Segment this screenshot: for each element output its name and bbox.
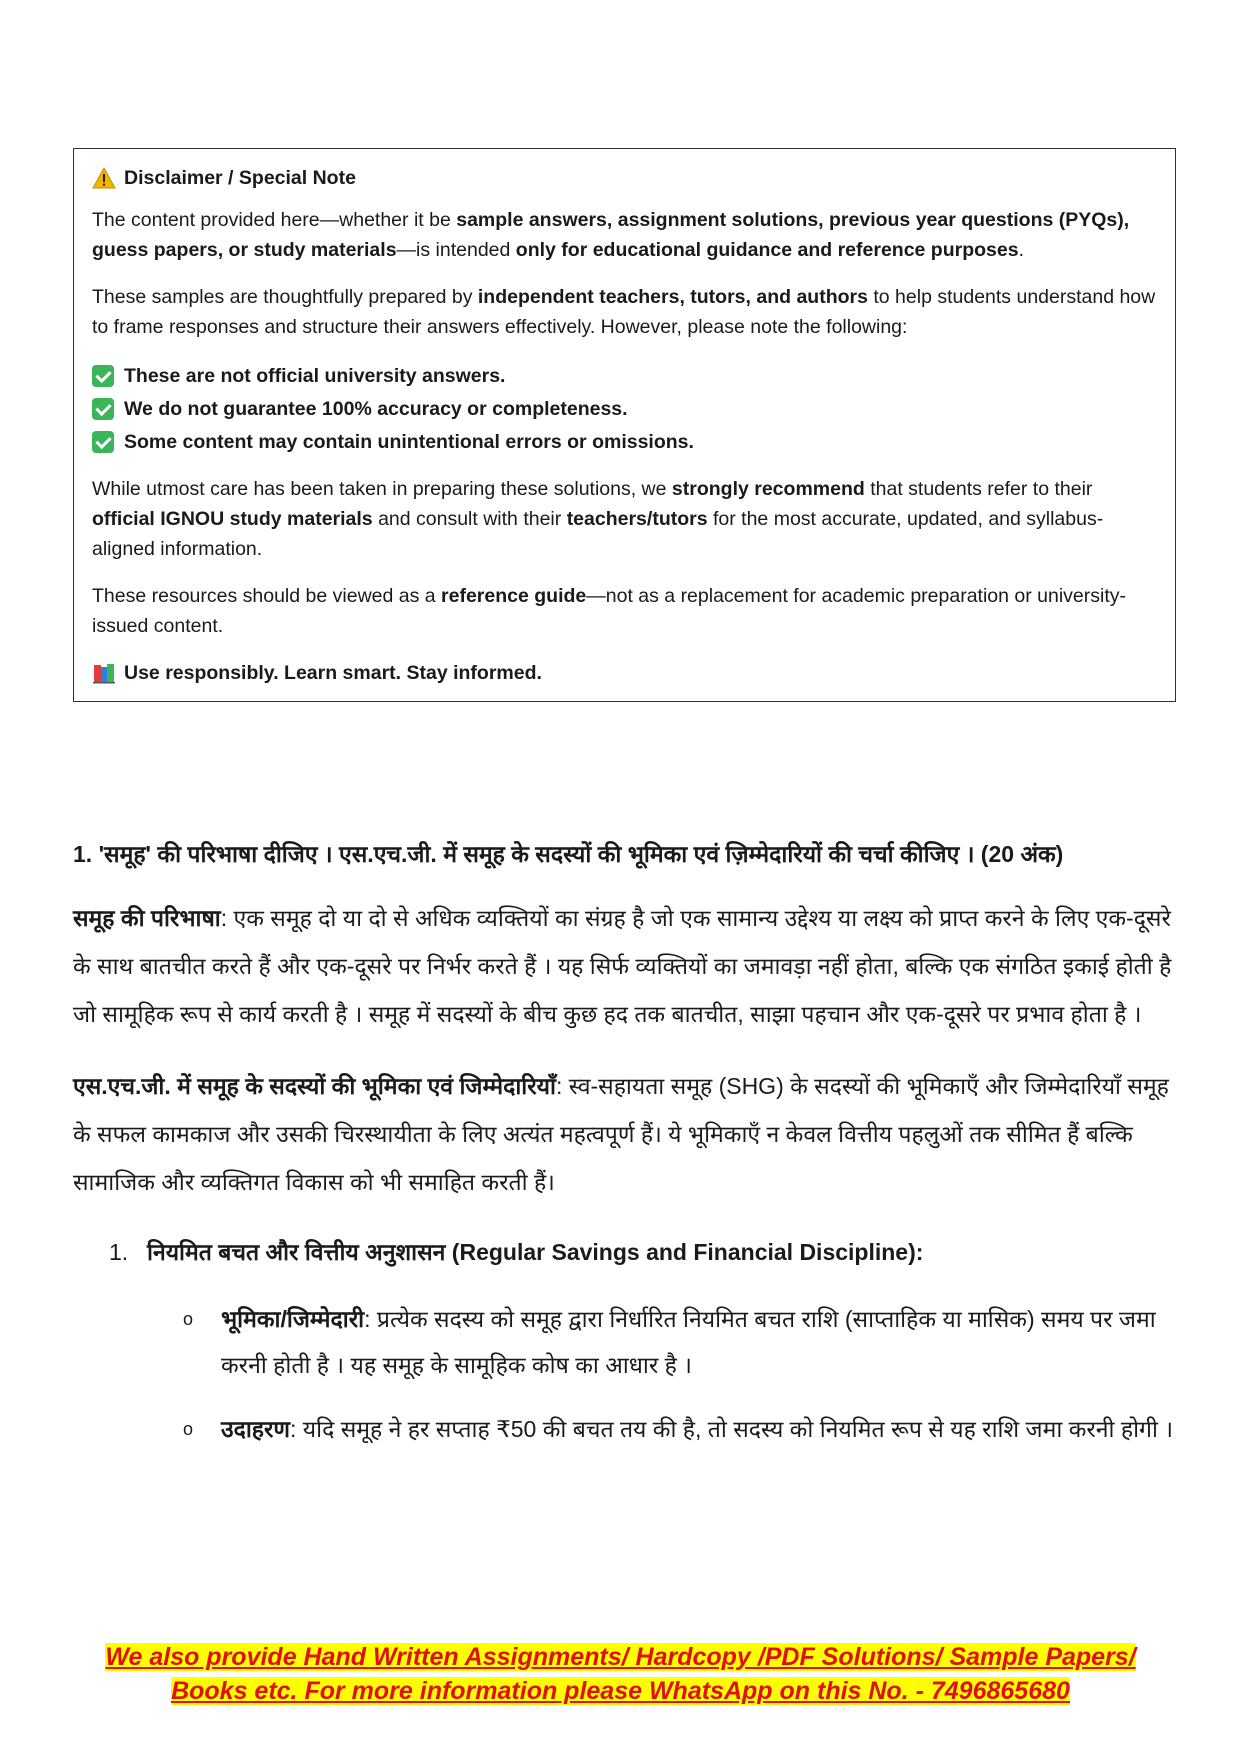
roles-paragraph: एस.एच.जी. में समूह के सदस्यों की भूमिका एवं जिम्मेदारियाँ: स्व-सहायता समूह (SHG) के सदस्यों की भूमिकाएँ और जिम्मेदारियाँ समूह के सफल कामकाज और उसकी चिरस्थायीता के लिए अत्यंत महत्वपूर्ण हैं। ये भूमिकाएँ न केवल वित्तीय पहलुओं तक सीमित हैं बल्कि सामाजिक और व्यक्तिगत विकास को भी समाहित करती हैं। xyxy=(73,1073,1169,1195)
sub-item-role: o भूमिका/जिम्मेदारी: प्रत्येक सदस्य को समूह द्वारा निर्धारित नियमित बचत राशि (साप्ताहिक या मासिक) समय पर जमा करनी होती है । यह समूह के सामूहिक कोष का आधार है । xyxy=(183,1296,1183,1388)
list-item: Some content may contain unintentional errors or omissions. xyxy=(92,425,1157,458)
check-list xyxy=(92,359,1157,458)
books-icon xyxy=(92,662,116,684)
sub-item-example: o उदाहरण: यदि समूह ने हर सप्ताह ₹50 की बचत तय की है, तो सदस्य को नियमित रूप से यह राशि जमा करनी होगी । xyxy=(183,1406,1183,1452)
footer-line-2: Books etc. For more information please WhatsApp on this No. - 7496865680 xyxy=(171,1677,1070,1705)
disclaimer-box xyxy=(73,148,1176,702)
disclaimer-paragraph-3: While utmost care has been taken in preparing these solutions, we strongly recommend that students refer to their official IGNOU study materials and consult with their teachers/tutors for the most accurate, updated, and syllabus-aligned information. xyxy=(92,478,1104,560)
footer-line-1: We also provide Hand Written Assignments/ Hardcopy /PDF Solutions/ Sample Papers/ xyxy=(105,1643,1136,1671)
warning-icon xyxy=(92,167,116,189)
disclaimer-paragraph-1: The content provided here—whether it be sample answers, assignment solutions, previous year questions (PYQs), guess papers, or study materials—is intended only for educational guidance and reference purposes. xyxy=(92,209,1130,261)
check-icon xyxy=(92,365,114,387)
disclaimer-title: Disclaimer / Special Note xyxy=(92,163,1157,193)
bullet-marker: o xyxy=(183,1419,194,1439)
question-heading: 1. 'समूह' की परिभाषा दीजिए । एस.एच.जी. में समूह के सदस्यों की भूमिका एवं ज़िम्मेदारियों की चर्चा कीजिए । (20 अंक) xyxy=(73,841,1064,867)
list-item: These are not official university answers. xyxy=(92,359,1157,392)
disclaimer-paragraph-2: These samples are thoughtfully prepared by independent teachers, tutors, and authors to help students understand how to frame responses and structure their answers effectively. However, please note the following: xyxy=(92,286,1156,338)
definition-paragraph: समूह की परिभाषा: एक समूह दो या दो से अधिक व्यक्तियों का संग्रह है जो एक सामान्य उद्देश्य या लक्ष्य को प्राप्त करने के लिए एक-दूसरे के साथ बातचीत करते हैं और एक-दूसरे पर निर्भर करते हैं । यह सिर्फ व्यक्तियों का जमावड़ा नहीं होता, बल्कि एक संगठित इकाई होती है जो सामूहिक रूप से कार्य करती है । समूह में सदस्यों के बीच कुछ हद तक बातचीत, साझा पहचान और एक-दूसरे पर प्रभाव होता है । xyxy=(73,905,1172,1027)
disclaimer-paragraph-4: These resources should be viewed as a reference guide—not as a replacement for academic preparation or university-issued content. xyxy=(92,585,1127,637)
numbered-item-1: 1. नियमित बचत और वित्तीय अनुशासन (Regular Savings and Financial Discipline): xyxy=(109,1239,924,1265)
answer-content xyxy=(73,830,1183,1470)
disclaimer-motto: Use responsibly. Learn smart. Stay informed. xyxy=(92,658,1157,688)
bullet-marker: o xyxy=(183,1309,194,1329)
footer-promo xyxy=(0,1640,1241,1708)
list-item: We do not guarantee 100% accuracy or completeness. xyxy=(92,392,1157,425)
check-icon xyxy=(92,431,114,453)
check-icon xyxy=(92,398,114,420)
